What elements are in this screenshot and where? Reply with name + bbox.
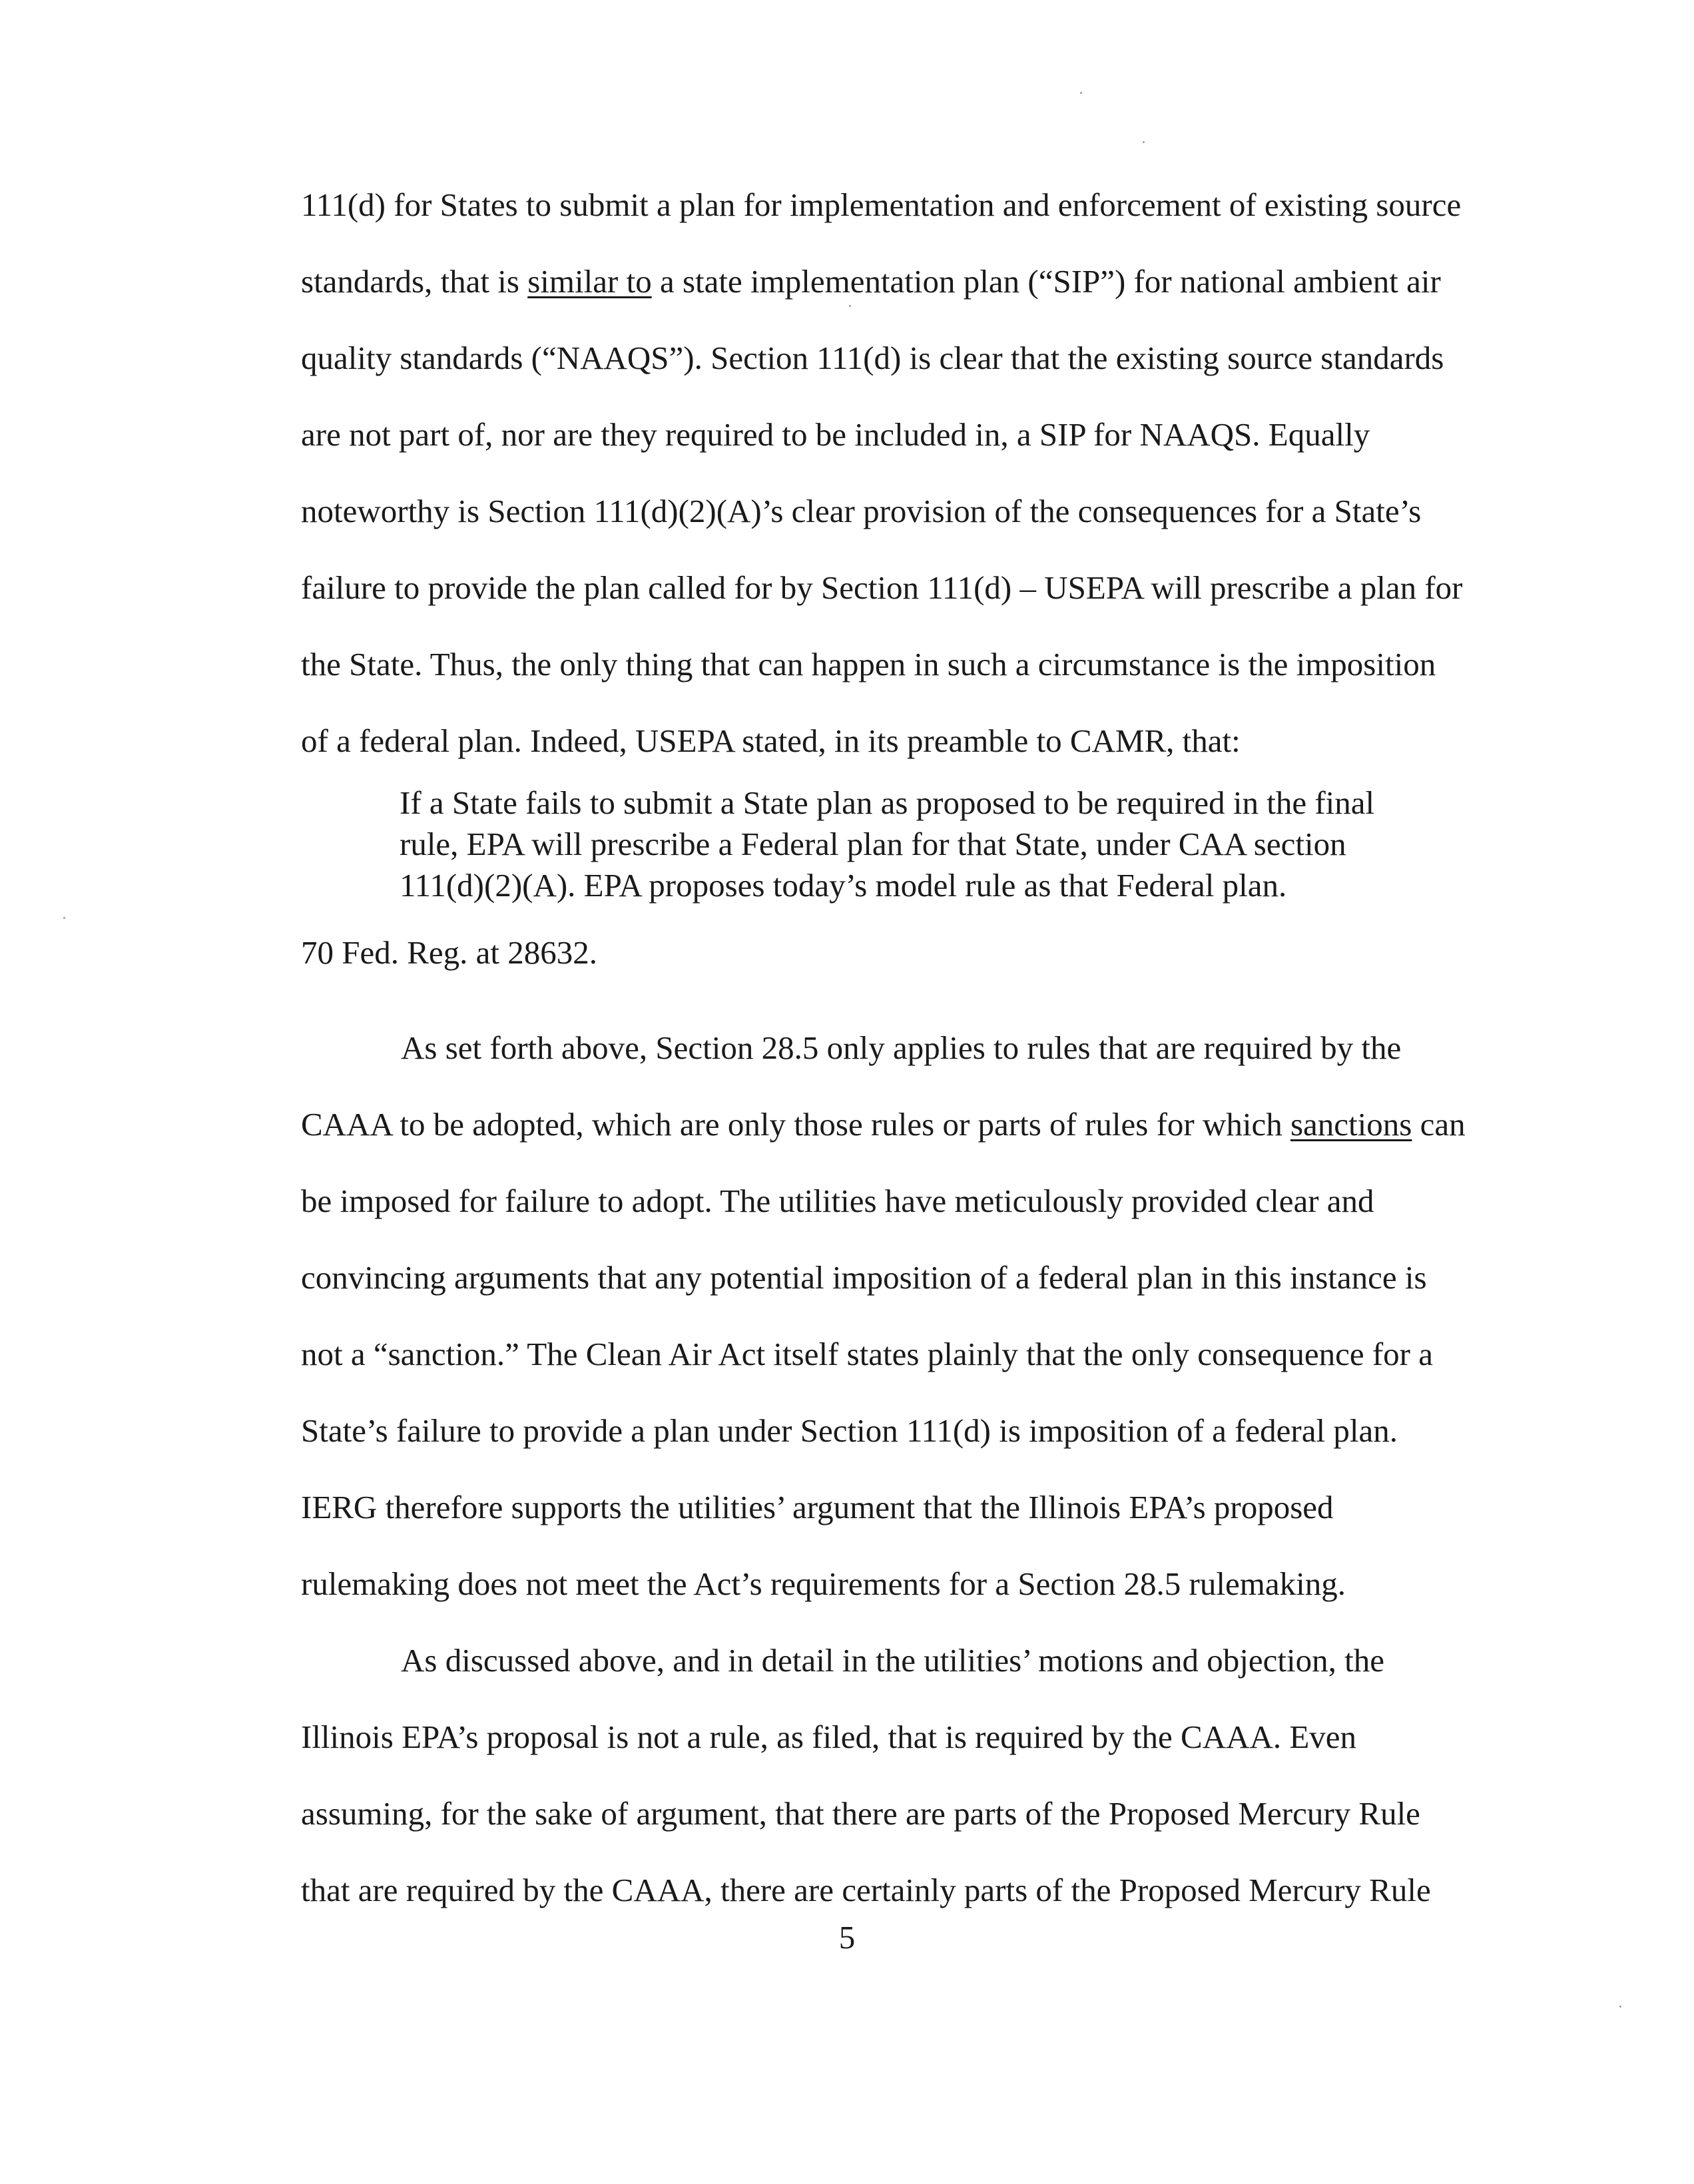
text-line: the State. Thus, the only thing that can happen in such a circumstance is the imposition — [301, 646, 1436, 682]
paragraph-2-and-3 — [301, 1009, 1483, 1928]
scan-speck — [1080, 92, 1082, 94]
quote-line: 111(d)(2)(A). EPA proposes today’s model rule as that Federal plan. — [400, 867, 1287, 904]
text-line: 111(d) for States to submit a plan for implementation and enforcement of existing source — [301, 186, 1462, 223]
quote-line: rule, EPA will prescribe a Federal plan for that State, under CAA section — [400, 826, 1346, 862]
text-line: failure to provide the plan called for by Section 111(d) – USEPA will prescribe a plan for — [301, 569, 1463, 606]
page-number: 5 — [838, 1919, 856, 1956]
underlined-text: similar to — [527, 263, 652, 300]
text-line: that are required by the CAAA, there are certainly parts of the Proposed Mercury Rule — [301, 1872, 1431, 1908]
underlined-text: sanctions — [1290, 1106, 1412, 1143]
paragraph-1 — [301, 166, 1483, 779]
block-quote — [400, 782, 1438, 906]
text-line: IERG therefore supports the utilities’ argument that the Illinois EPA’s proposed — [301, 1489, 1334, 1525]
scan-speck — [1143, 141, 1145, 143]
text-line: quality standards (“NAAQS”). Section 111(d) is clear that the existing source standards — [301, 340, 1444, 376]
citation: 70 Fed. Reg. at 28632. — [301, 934, 598, 971]
text-line: standards, that is similar to a state implementation plan (“SIP”) for national ambient air — [301, 263, 1441, 300]
text-line: convincing arguments that any potential imposition of a federal plan in this instance is — [301, 1259, 1427, 1296]
quote-line: If a State fails to submit a State plan as proposed to be required in the final — [400, 784, 1375, 821]
text-line: rulemaking does not meet the Act’s requirements for a Section 28.5 rulemaking. — [301, 1565, 1346, 1602]
text-line: State’s failure to provide a plan under Section 111(d) is imposition of a federal plan. — [301, 1412, 1398, 1449]
text-line: As set forth above, Section 28.5 only applies to rules that are required by the — [401, 1029, 1402, 1066]
text-line: not a “sanction.” The Clean Air Act itself states plainly that the only consequence for a — [301, 1336, 1433, 1372]
scan-speck — [1619, 2006, 1621, 2008]
text-line: noteworthy is Section 111(d)(2)(A)’s clear provision of the consequences for a State’s — [301, 493, 1422, 529]
text-line: of a federal plan. Indeed, USEPA stated, in its preamble to CAMR, that: — [301, 722, 1241, 759]
scan-speck — [63, 917, 65, 919]
text-line: CAAA to be adopted, which are only those rules or parts of rules for which sanctions can — [301, 1106, 1466, 1143]
text-line: assuming, for the sake of argument, that there are parts of the Proposed Mercury Rule — [301, 1795, 1420, 1832]
text-line: As discussed above, and in detail in the utilities’ motions and objection, the — [401, 1642, 1384, 1679]
text-line: are not part of, nor are they required to be included in, a SIP for NAAQS. Equally — [301, 416, 1370, 453]
text-line: Illinois EPA’s proposal is not a rule, as filed, that is required by the CAAA. Even — [301, 1719, 1357, 1755]
text-line: be imposed for failure to adopt. The utilities have meticulously provided clear and — [301, 1183, 1374, 1219]
